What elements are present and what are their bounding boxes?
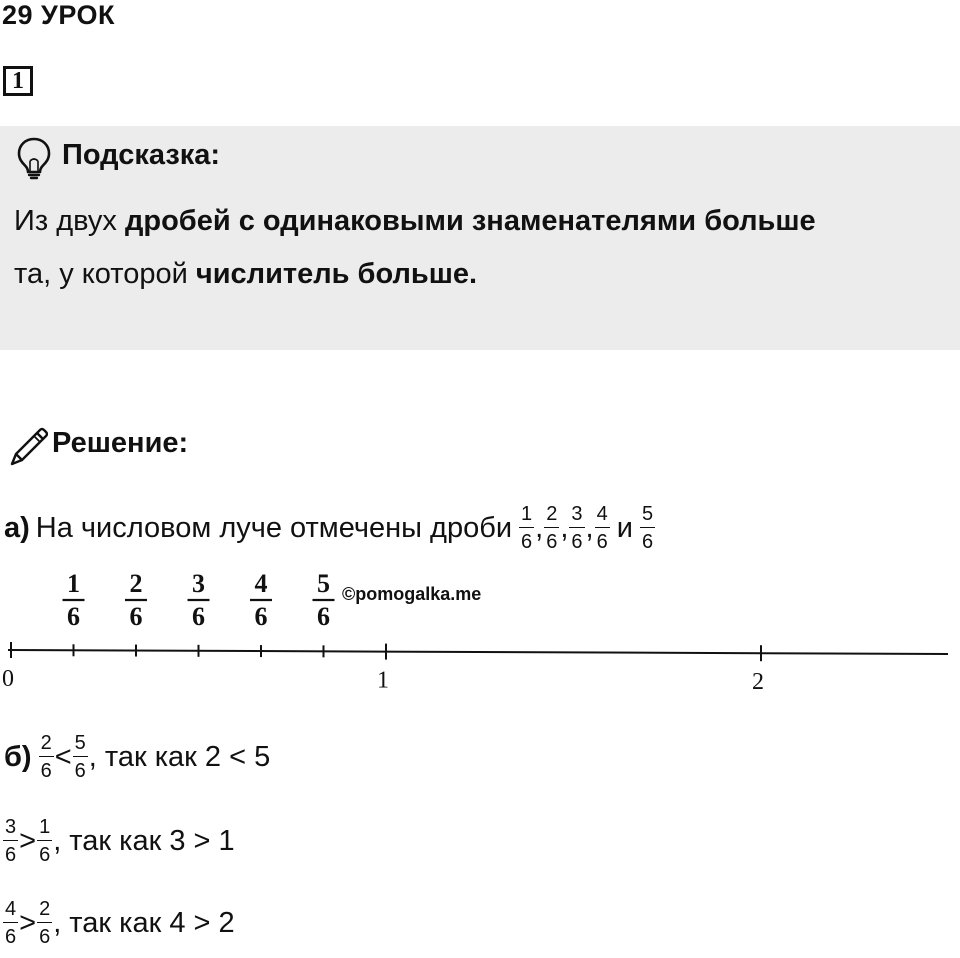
- ray-tick-label-0: 0: [2, 666, 14, 693]
- part-a-label: а): [4, 511, 30, 544]
- fraction-2-6: $\frac{2}{6}$: [546, 503, 558, 553]
- ray-line: [8, 650, 948, 654]
- lesson-title: 29 УРОК: [2, 0, 115, 30]
- hint-text-plain: та, у которой: [14, 258, 196, 290]
- comma: ,: [585, 511, 594, 544]
- fraction-left: $\frac{2}{6}$: [40, 732, 52, 782]
- comparison-sign: >: [19, 906, 37, 939]
- fraction-left: $\frac{4}{6}$: [5, 898, 17, 948]
- comma: ,: [560, 511, 569, 544]
- part-b-label: б): [4, 740, 32, 773]
- comparison-sign: <: [54, 740, 72, 773]
- ray-fraction-denominator: 6: [316, 602, 330, 631]
- ray-fraction-numerator: 5: [316, 570, 330, 598]
- fraction-left: $\frac{3}{6}$: [5, 816, 17, 866]
- ray-fraction-numerator: 3: [192, 570, 205, 598]
- hint-text-line-1: [14, 205, 816, 238]
- watermark: ©pomogalka.me: [342, 584, 482, 604]
- number-ray: [0, 570, 960, 710]
- part-a-statement: [4, 496, 656, 560]
- fraction-right: $\frac{2}{6}$: [39, 898, 51, 948]
- hint-heading: Подсказка:: [62, 139, 221, 171]
- comparison-2: [2, 806, 235, 876]
- comparison-sign: >: [19, 824, 37, 857]
- comma: ,: [535, 511, 544, 544]
- fraction-3-6: $\frac{3}{6}$: [571, 503, 583, 553]
- comparison-reason: , так как 3 > 1: [53, 824, 235, 857]
- ray-fraction-numerator: 1: [67, 570, 81, 598]
- hint-text-plain: Из двух: [14, 205, 125, 237]
- conjunction: и: [616, 511, 633, 544]
- hint-text-bold: дробей с одинаковыми знаменателями больше: [124, 205, 816, 237]
- ray-fraction-denominator: 6: [67, 602, 81, 631]
- ray-tick-label-2: 2: [752, 669, 764, 696]
- lightbulb-icon: [14, 136, 54, 180]
- ray-fraction-numerator: 4: [254, 570, 268, 598]
- fraction-1-6: $\frac{1}{6}$: [521, 503, 533, 553]
- comparison-1: [4, 722, 270, 792]
- solution-heading: Решение:: [52, 427, 189, 459]
- ray-fraction-denominator: 6: [254, 602, 268, 631]
- fraction-right: $\frac{1}{6}$: [39, 816, 51, 866]
- part-a-text: На числовом луче отмечены дроби: [35, 511, 513, 544]
- fraction-5-6: $\frac{5}{6}$: [641, 503, 654, 553]
- comparison-3: [2, 888, 235, 958]
- ray-fraction-denominator: 6: [129, 602, 143, 631]
- pencil-icon: [8, 424, 48, 466]
- task-number-box: 1: [3, 66, 33, 96]
- fraction-4-6: $\frac{4}{6}$: [596, 503, 608, 553]
- hint-text-line-2: [14, 258, 477, 291]
- ray-fraction-numerator: 2: [129, 570, 143, 598]
- comparison-reason: , так как 4 > 2: [53, 906, 235, 939]
- ray-fraction-denominator: 6: [192, 602, 205, 631]
- hint-text-bold: числитель больше.: [195, 258, 478, 290]
- fraction-right: $\frac{5}{6}$: [74, 732, 86, 782]
- comparison-reason: , так как 2 < 5: [88, 740, 271, 773]
- ray-tick-label-1: 1: [377, 667, 389, 694]
